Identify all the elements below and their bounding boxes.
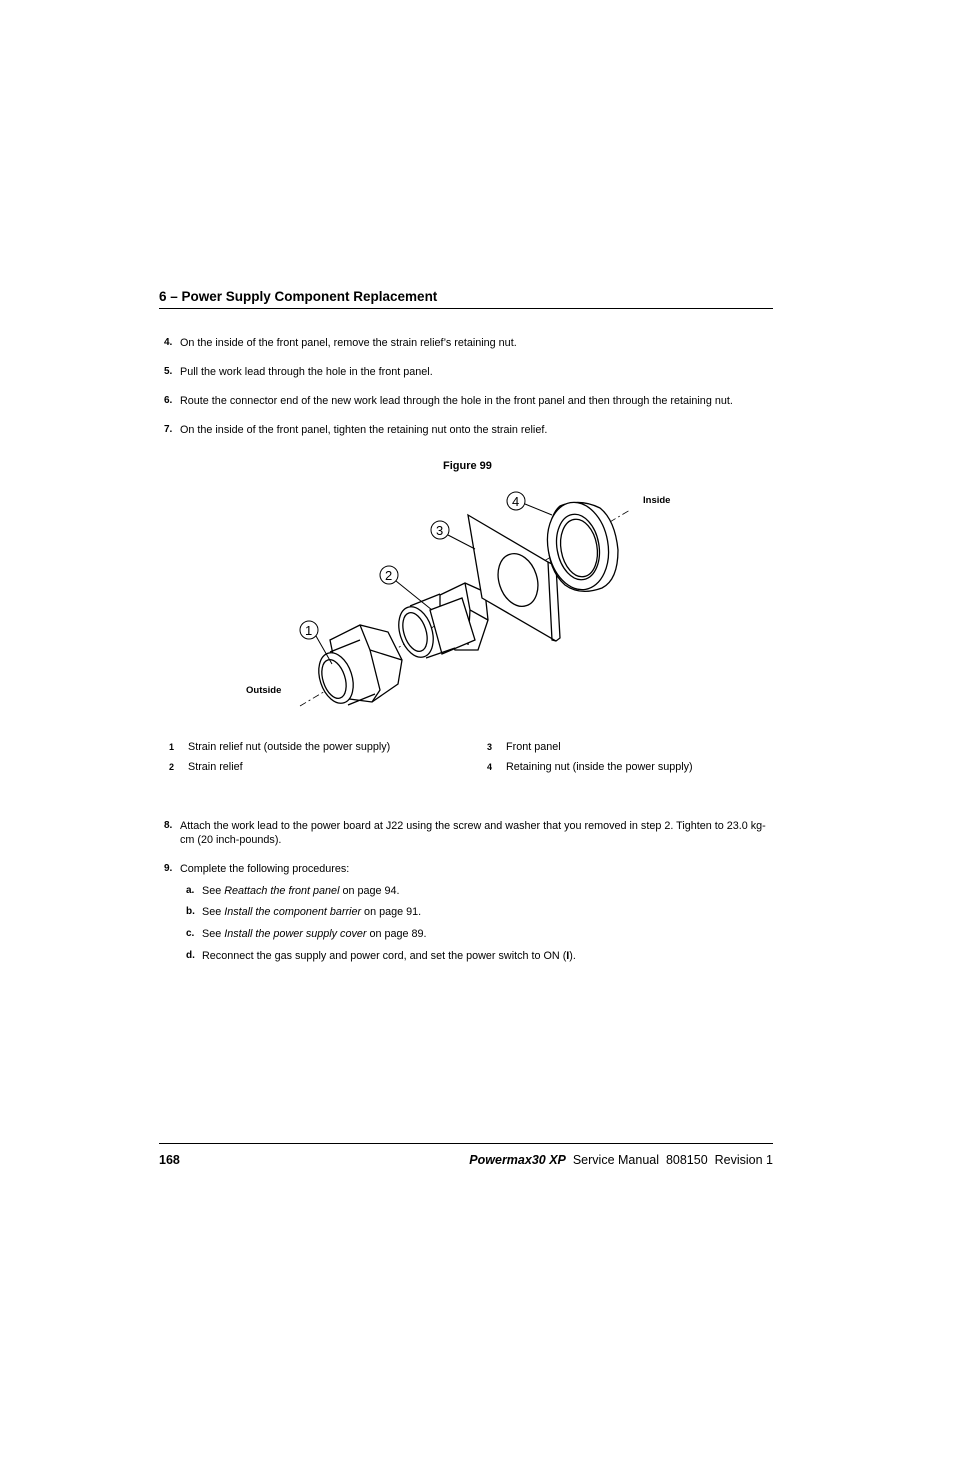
- figure-title: Figure 99: [443, 460, 492, 472]
- legend-number: 4: [487, 762, 493, 772]
- sub-step-letter: d.: [186, 950, 195, 961]
- step-number: 4.: [164, 337, 173, 348]
- sub-step-item: [186, 949, 776, 963]
- legend-item: [487, 741, 561, 753]
- on-symbol: I: [566, 950, 570, 962]
- header-rule: [159, 308, 773, 309]
- step-item: [159, 365, 773, 379]
- step-number: 9.: [164, 863, 173, 874]
- strain-relief-nut-drawing: [313, 625, 402, 708]
- sub-step-text: on page 91.: [361, 906, 422, 918]
- sub-step-text: Reconnect the gas supply and power cord, and set the power switch to ON (: [202, 950, 567, 962]
- sub-step-item: [186, 905, 776, 919]
- cross-reference-link[interactable]: Install the power supply cover: [224, 928, 367, 940]
- sub-step-item: [186, 884, 776, 898]
- label-outside: Outside: [246, 685, 282, 696]
- sub-step-item: [186, 927, 776, 941]
- legend-text: Strain relief: [188, 761, 243, 773]
- step-item: [159, 423, 773, 437]
- callout-number-4: 4: [512, 494, 520, 509]
- revision: Revision 1: [714, 1153, 773, 1167]
- legend-text: Front panel: [506, 741, 561, 753]
- callout-number-3: 3: [436, 523, 444, 538]
- sub-step-letter: b.: [186, 906, 195, 917]
- callout-number-2: 2: [385, 568, 393, 583]
- step-text: Route the connector end of the new work lead through the hole in the front panel and then through the retaining nut.: [180, 395, 733, 407]
- step-item: [159, 862, 773, 876]
- sub-step-text: See: [202, 906, 225, 918]
- manual-type: Service Manual: [572, 1153, 659, 1167]
- step-text: On the inside of the front panel, tighten the retaining nut onto the strain relief.: [180, 424, 548, 436]
- legend-text: Strain relief nut (outside the power supply): [188, 741, 391, 753]
- sub-step-letter: a.: [186, 885, 195, 896]
- part-number: 808150: [665, 1153, 708, 1167]
- product-name: Powermax30 XP: [469, 1153, 566, 1167]
- step-number: 5.: [164, 366, 173, 377]
- legend-item: [487, 761, 693, 773]
- sub-step-text: See: [202, 885, 225, 897]
- step-text: Complete the following procedures:: [180, 863, 350, 875]
- strain-relief-exploded-diagram: [230, 480, 700, 730]
- step-number: 6.: [164, 395, 173, 406]
- sub-step-text: ).: [569, 950, 576, 962]
- legend-number: 3: [487, 742, 493, 752]
- footer-manual-info: [469, 1153, 773, 1167]
- legend-item: [169, 761, 243, 773]
- step-item: [159, 394, 773, 408]
- step-text: Attach the work lead to the power board at J22 using the screw and washer that you removed in step 2. Tighten to 23.0 kg-cm (20 inch-pounds).: [180, 820, 766, 846]
- label-inside: Inside: [643, 495, 671, 506]
- legend-text: Retaining nut (inside the power supply): [506, 761, 693, 773]
- legend-number: 1: [169, 742, 175, 752]
- section-title: 6 – Power Supply Component Replacement: [159, 289, 438, 304]
- sub-step-text: on page 94.: [339, 885, 400, 897]
- page-number: 168: [159, 1153, 180, 1167]
- step-number: 7.: [164, 424, 173, 435]
- cross-reference-link[interactable]: Install the component barrier: [224, 906, 362, 918]
- sub-step-text: on page 89.: [366, 928, 427, 940]
- footer-rule: [159, 1143, 773, 1144]
- step-item: [159, 819, 769, 847]
- legend-number: 2: [169, 762, 175, 772]
- callout-number-1: 1: [305, 623, 313, 638]
- strain-relief-drawing: [393, 583, 488, 662]
- step-text: On the inside of the front panel, remove the strain relief’s retaining nut.: [180, 337, 517, 349]
- step-text: Pull the work lead through the hole in the front panel.: [180, 366, 433, 378]
- sub-step-text: See: [202, 928, 225, 940]
- sub-step-letter: c.: [186, 928, 195, 939]
- step-number: 8.: [164, 820, 173, 831]
- legend-item: [169, 741, 390, 753]
- cross-reference-link[interactable]: Reattach the front panel: [224, 885, 340, 897]
- step-item: [159, 336, 773, 350]
